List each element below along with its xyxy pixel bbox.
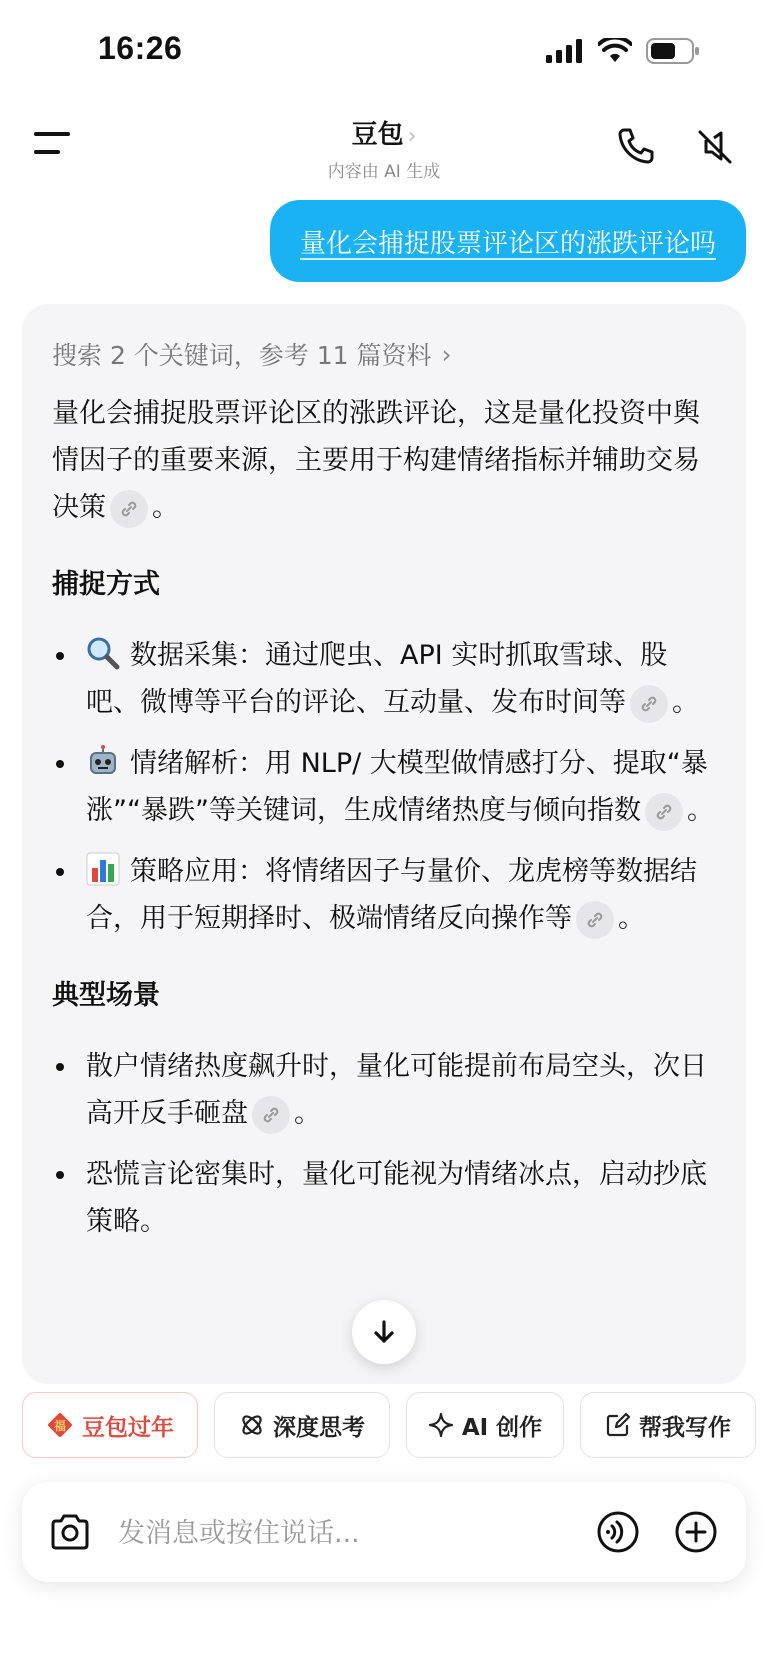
doubao-new-year-button[interactable] [22, 1392, 198, 1458]
list-item-text: 情绪解析：用 NLP/ 大模型做情感打分、提取“暴涨”“暴跌”等关键词，生成情绪热度与倾向指数 [86, 748, 708, 826]
chevron-right-icon: › [407, 124, 417, 149]
edit-icon [605, 1412, 631, 1438]
wifi-icon [598, 38, 632, 64]
quick-action-label: 豆包过年 [82, 1414, 174, 1441]
voice-wave-icon [596, 1510, 640, 1554]
user-message-bubble[interactable] [270, 200, 746, 282]
assistant-answer-card [22, 304, 746, 1384]
phone-icon [614, 124, 658, 168]
search-reference-text: 搜索 2 个关键词，参考 11 篇资料 [52, 341, 432, 370]
quick-action-label: AI 创作 [461, 1414, 543, 1441]
period-text: 。 [294, 1098, 321, 1129]
mute-button[interactable] [692, 124, 736, 168]
svg-text:福: 福 [53, 1419, 67, 1433]
sparkle-icon [428, 1412, 454, 1438]
list-item-text: 策略应用：将情绪因子与量价、龙虎榜等数据结合，用于短期择时、极端情绪反向操作等 [86, 856, 697, 934]
quick-action-label: 帮我写作 [639, 1414, 731, 1441]
status-time: 16:26 [98, 30, 183, 66]
magnifier-emoji-icon [86, 636, 120, 670]
user-message-text: 量化会捕捉股票评论区的涨跌评论吗 [299, 228, 716, 259]
quick-actions-bar [22, 1392, 756, 1458]
bot-title: 豆包 [351, 120, 404, 150]
bar-chart-emoji-icon [86, 852, 120, 886]
camera-icon [48, 1512, 92, 1552]
list-item-text: 散户情绪热度飙升时，量化可能提前布局空头，次日高开反手砸盘 [86, 1051, 707, 1129]
robot-emoji-icon [86, 744, 120, 778]
list-item [52, 1043, 716, 1137]
citation-link-icon[interactable] [645, 793, 683, 831]
message-input-bar [22, 1482, 746, 1582]
scroll-to-bottom-button[interactable] [352, 1300, 416, 1364]
citation-link-icon[interactable] [252, 1096, 290, 1134]
period-text: 。 [618, 903, 645, 934]
help-me-write-button[interactable] [580, 1392, 756, 1458]
period-text: 。 [686, 795, 714, 826]
voice-call-button[interactable] [596, 1510, 640, 1554]
period-text: 。 [152, 492, 179, 523]
citation-link-icon[interactable] [576, 901, 614, 939]
list-item [52, 740, 716, 834]
ai-generated-note: 内容由 AI 生成 [327, 162, 441, 182]
add-attachment-button[interactable] [674, 1510, 718, 1554]
section-title-scenarios: 典型场景 [52, 980, 160, 1011]
answer-intro-text: 量化会捕捉股票评论区的涨跌评论，这是量化投资中舆情因子的重要来源，主要用于构建情绪指标并辅助交易决策 [52, 398, 700, 523]
list-item [52, 848, 716, 942]
deep-thinking-button[interactable] [214, 1392, 390, 1458]
status-bar [0, 0, 768, 100]
signal-icon [546, 39, 584, 63]
arrow-down-icon [370, 1318, 398, 1346]
battery-icon [646, 38, 700, 64]
capture-methods-list [52, 632, 716, 942]
status-icons [546, 38, 700, 64]
list-item-text: 恐慌言论密集时，量化可能视为情绪冰点，启动抄底策略。 [86, 1159, 707, 1237]
plus-circle-icon [674, 1510, 718, 1554]
period-text: 。 [672, 687, 699, 718]
chevron-right-icon: › [441, 339, 452, 369]
list-item [52, 632, 716, 726]
chat-header [0, 100, 768, 196]
phone-call-button[interactable] [614, 124, 658, 168]
answer-intro [52, 390, 716, 531]
citation-link-icon[interactable] [110, 490, 148, 528]
list-item-text: 数据采集：通过爬虫、API 实时抓取雪球、股吧、微博等平台的评论、互动量、发布时间等 [86, 640, 668, 718]
fu-diamond-icon [46, 1411, 74, 1439]
ai-create-button[interactable] [406, 1392, 564, 1458]
scenarios-list [52, 1043, 716, 1245]
section-title-capture: 捕捉方式 [52, 569, 160, 600]
quick-action-label: 深度思考 [273, 1414, 365, 1441]
citation-link-icon[interactable] [630, 685, 668, 723]
camera-button[interactable] [48, 1512, 92, 1552]
search-reference-link[interactable] [52, 324, 716, 384]
list-item [52, 1151, 716, 1245]
message-input[interactable] [118, 1512, 518, 1554]
speaker-muted-icon [692, 124, 736, 168]
atom-icon [239, 1412, 265, 1438]
